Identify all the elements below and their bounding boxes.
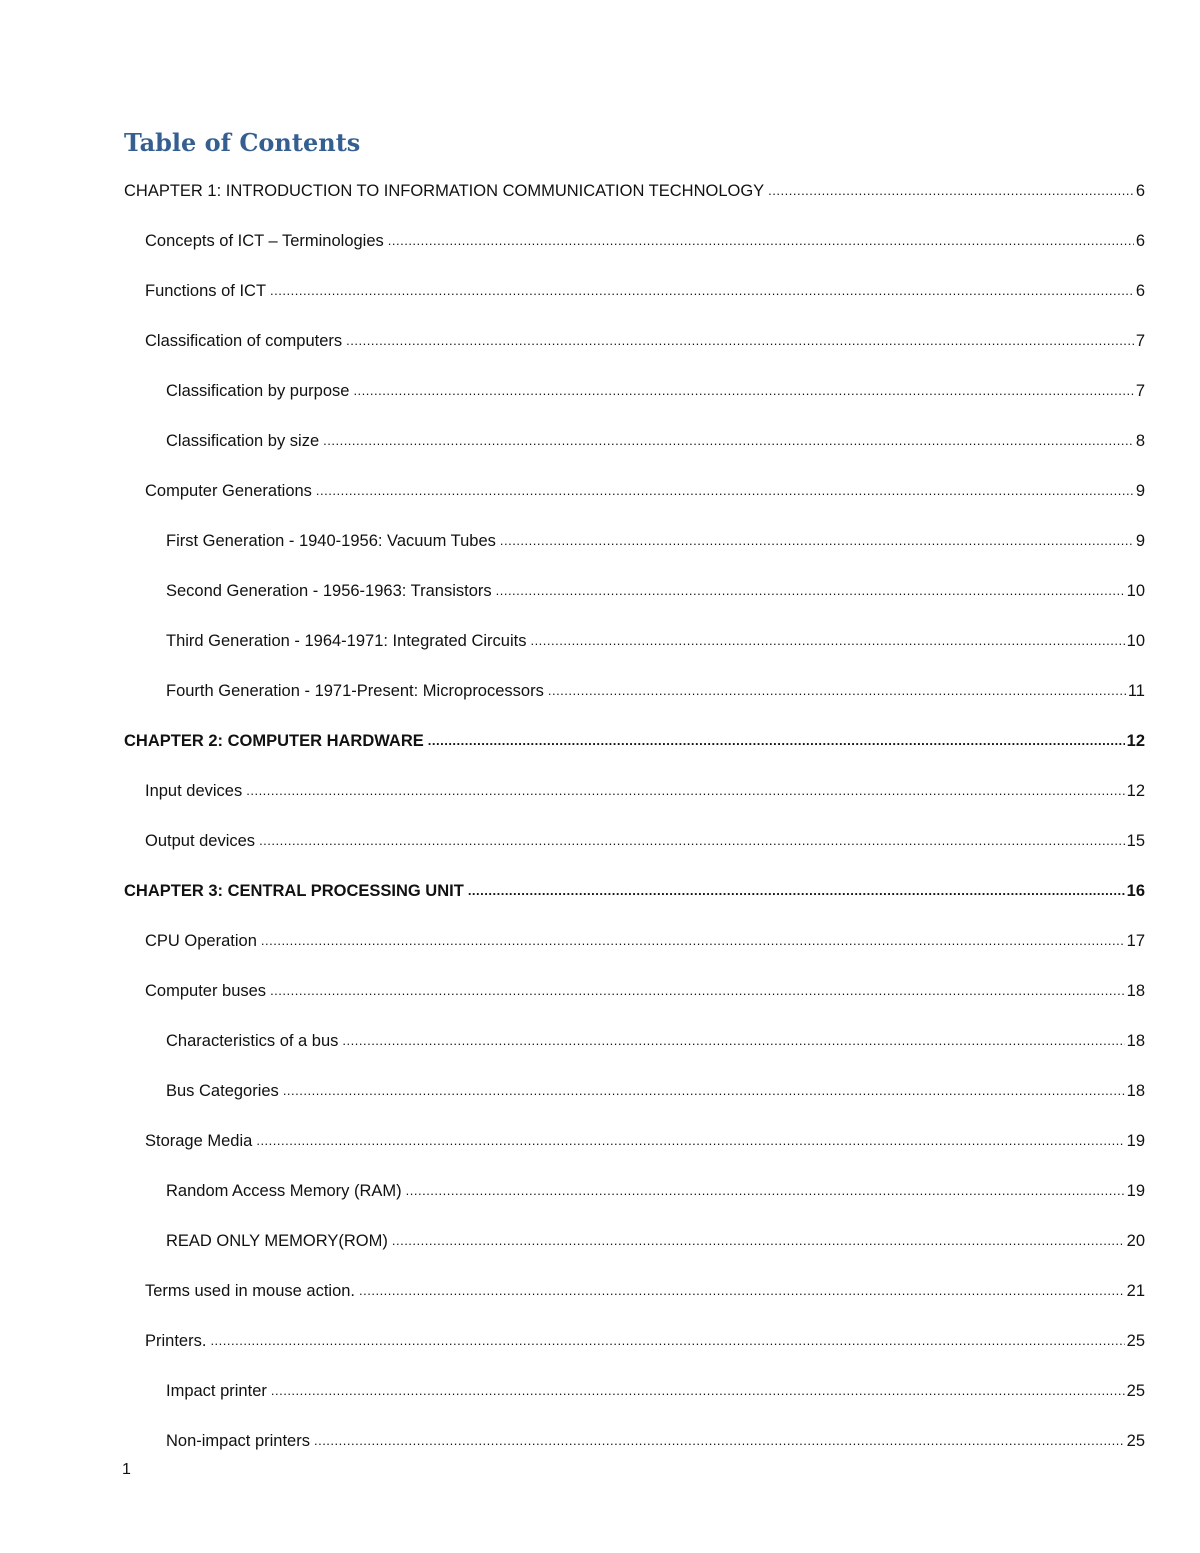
toc-list — [124, 159, 1145, 1459]
dot-leader — [256, 1123, 1124, 1159]
toc-entry-page-number[interactable]: 25 — [1126, 1382, 1145, 1400]
toc-entry[interactable] — [124, 1309, 1145, 1359]
dot-leader — [314, 1423, 1125, 1459]
dot-leader — [261, 923, 1125, 959]
dot-leader — [316, 473, 1134, 509]
toc-entry-page-number[interactable]: 15 — [1126, 832, 1145, 850]
toc-entry-page-number[interactable]: 25 — [1126, 1332, 1145, 1350]
dot-leader — [353, 373, 1133, 409]
dot-leader — [468, 873, 1125, 909]
toc-entry-page-number[interactable]: 10 — [1126, 582, 1145, 600]
toc-entry-text[interactable]: Functions of ICT — [145, 282, 267, 300]
toc-entry-text[interactable]: Computer Generations — [145, 482, 312, 500]
toc-entry[interactable] — [124, 959, 1145, 1009]
toc-entry-page-number[interactable]: 12 — [1126, 782, 1145, 800]
toc-entry-page-number[interactable]: 6 — [1135, 282, 1145, 300]
toc-entry-page-number[interactable]: 12 — [1126, 732, 1145, 750]
toc-entry-text[interactable]: Third Generation - 1964-1971: Integrated Circuits — [166, 632, 527, 650]
toc-entry-page-number[interactable]: 19 — [1126, 1182, 1145, 1200]
toc-entry-text[interactable]: Output devices — [145, 832, 256, 850]
page-number: 1 — [122, 1461, 131, 1478]
dot-leader — [270, 973, 1125, 1009]
dot-leader — [271, 1373, 1125, 1409]
toc-entry-page-number[interactable]: 18 — [1126, 982, 1145, 1000]
toc-entry-page-number[interactable]: 6 — [1135, 182, 1145, 200]
toc-entry-page-number[interactable]: 21 — [1126, 1282, 1145, 1300]
dot-leader — [246, 773, 1124, 809]
toc-entry-page-number[interactable]: 7 — [1135, 332, 1145, 350]
dot-leader — [768, 173, 1134, 209]
toc-entry[interactable] — [124, 409, 1145, 459]
toc-entry-page-number[interactable]: 7 — [1135, 382, 1145, 400]
dot-leader — [346, 323, 1134, 359]
toc-entry-text[interactable]: CHAPTER 3: CENTRAL PROCESSING UNIT — [124, 882, 464, 900]
toc-entry[interactable] — [124, 1109, 1145, 1159]
toc-entry[interactable] — [124, 609, 1145, 659]
dot-leader — [388, 223, 1134, 259]
dot-leader — [323, 423, 1134, 459]
toc-entry-text[interactable]: Storage Media — [145, 1132, 253, 1150]
toc-entry[interactable] — [124, 709, 1145, 759]
dot-leader — [548, 673, 1126, 709]
toc-entry-text[interactable]: Impact printer — [166, 1382, 267, 1400]
toc-entry[interactable] — [124, 1359, 1145, 1409]
toc-entry-text[interactable]: Bus Categories — [166, 1082, 279, 1100]
dot-leader — [210, 1323, 1124, 1359]
toc-entry-page-number[interactable]: 9 — [1135, 482, 1145, 500]
toc-entry-page-number[interactable]: 8 — [1135, 432, 1145, 450]
toc-entry-text[interactable]: CHAPTER 1: INTRODUCTION TO INFORMATION COMMUNICATION TECHNOLOGY — [124, 182, 765, 200]
toc-entry[interactable] — [124, 1009, 1145, 1059]
toc-entry-page-number[interactable]: 20 — [1126, 1232, 1145, 1250]
toc-title: Table of Contents — [124, 128, 361, 157]
dot-leader — [259, 823, 1125, 859]
toc-entry[interactable] — [124, 359, 1145, 409]
toc-entry[interactable] — [124, 759, 1145, 809]
toc-entry-page-number[interactable]: 18 — [1126, 1032, 1145, 1050]
dot-leader — [428, 723, 1125, 759]
dot-leader — [392, 1223, 1125, 1259]
toc-entry-text[interactable]: Second Generation - 1956-1963: Transistors — [166, 582, 492, 600]
dot-leader — [406, 1173, 1125, 1209]
toc-entry[interactable] — [124, 1409, 1145, 1459]
toc-entry-text[interactable]: Computer buses — [145, 982, 267, 1000]
toc-entry-text[interactable]: Classification by purpose — [166, 382, 350, 400]
toc-entry-text[interactable]: Input devices — [145, 782, 243, 800]
toc-entry[interactable] — [124, 659, 1145, 709]
toc-entry[interactable] — [124, 509, 1145, 559]
dot-leader — [530, 623, 1124, 659]
dot-leader — [342, 1023, 1124, 1059]
toc-entry[interactable] — [124, 209, 1145, 259]
toc-entry-text[interactable]: Random Access Memory (RAM) — [166, 1182, 402, 1200]
toc-entry[interactable] — [124, 859, 1145, 909]
toc-entry-text[interactable]: Non-impact printers — [166, 1432, 310, 1450]
toc-entry[interactable] — [124, 559, 1145, 609]
dot-leader — [359, 1273, 1125, 1309]
dot-leader — [500, 523, 1134, 559]
toc-entry-text[interactable]: Classification by size — [166, 432, 320, 450]
dot-leader — [270, 273, 1134, 309]
toc-entry-text[interactable]: Concepts of ICT – Terminologies — [145, 232, 384, 250]
toc-entry[interactable] — [124, 459, 1145, 509]
toc-entry[interactable] — [124, 1159, 1145, 1209]
toc-entry[interactable] — [124, 1059, 1145, 1109]
toc-entry-page-number[interactable]: 16 — [1126, 882, 1145, 900]
toc-entry[interactable] — [124, 309, 1145, 359]
toc-entry[interactable] — [124, 809, 1145, 859]
toc-entry-text[interactable]: Terms used in mouse action. — [145, 1282, 356, 1300]
toc-entry-page-number[interactable]: 6 — [1135, 232, 1145, 250]
toc-entry-page-number[interactable]: 25 — [1126, 1432, 1145, 1450]
dot-leader — [496, 573, 1125, 609]
toc-entry-page-number[interactable]: 11 — [1127, 682, 1145, 700]
toc-entry[interactable] — [124, 1209, 1145, 1259]
toc-entry-text[interactable]: Printers. — [145, 1332, 207, 1350]
toc-entry-page-number[interactable]: 9 — [1135, 532, 1145, 550]
toc-entry-page-number[interactable]: 18 — [1126, 1082, 1145, 1100]
toc-entry[interactable] — [124, 159, 1145, 209]
toc-entry[interactable] — [124, 1259, 1145, 1309]
toc-entry-page-number[interactable]: 17 — [1126, 932, 1145, 950]
toc-entry-text[interactable]: Characteristics of a bus — [166, 1032, 339, 1050]
toc-entry-text[interactable]: CPU Operation — [145, 932, 257, 950]
toc-entry-text[interactable]: First Generation - 1940-1956: Vacuum Tubes — [166, 532, 496, 550]
toc-entry[interactable] — [124, 259, 1145, 309]
dot-leader — [283, 1073, 1125, 1109]
toc-entry-page-number[interactable]: 10 — [1126, 632, 1145, 650]
toc-entry-text[interactable]: Classification of computers — [145, 332, 343, 350]
toc-entry-text[interactable]: CHAPTER 2: COMPUTER HARDWARE — [124, 732, 424, 750]
toc-entry-page-number[interactable]: 19 — [1126, 1132, 1145, 1150]
toc-entry[interactable] — [124, 909, 1145, 959]
toc-entry-text[interactable]: READ ONLY MEMORY(ROM) — [166, 1232, 388, 1250]
toc-entry-text[interactable]: Fourth Generation - 1971-Present: Microprocessors — [166, 682, 544, 700]
